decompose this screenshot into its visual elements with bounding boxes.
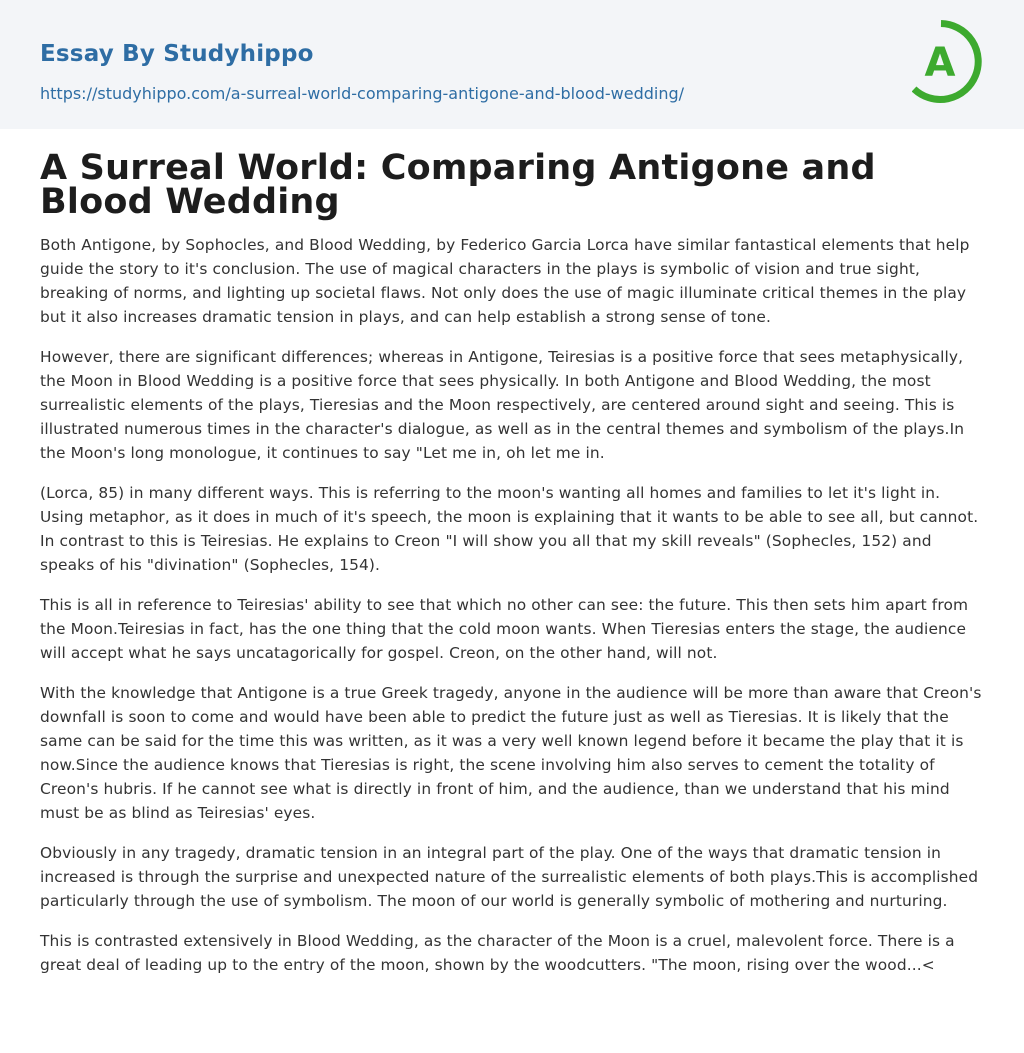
essay-paragraph: With the knowledge that Antigone is a true Greek tragedy, anyone in the audience will be more than aware that Creon's downfall is soon to come and would have been able to predict the future just as well as Tieresias. It is likely that the same can be said for the time this was written, as it was a very well known legend before it became the play that it is now.Since the audience knows that Tieresias is right, the scene involving him also serves to cement the totality of Creon's hubris. If he cannot see what is directly in front of him, and the audience, than we understand that his mind must be as blind as Teiresias' eyes.	[40, 684, 982, 822]
studyhippo-logo-icon[interactable]	[912, 19, 986, 105]
essay-content	[0, 129, 1024, 977]
site-brand[interactable]: Essay By Studyhippo	[40, 41, 314, 67]
essay-paragraph: Both Antigone, by Sophocles, and Blood Wedding, by Federico Garcia Lorca have similar fantastical elements that help guide the story to it's conclusion. The use of magical characters in the plays is symbolic of vision and true sight, breaking of norms, and lighting up societal flaws. Not only does the use of magic illuminate critical themes in the play but it also increases dramatic tension in plays, and can help establish a strong sense of tone.	[40, 236, 970, 326]
essay-paragraph: This is all in reference to Teiresias' ability to see that which no other can see: the future. This then sets him apart from the Moon.Teiresias in fact, has the one thing that the cold moon wants. When Tieresias enters the stage, the audience will accept what he says uncatagorically for gospel. Creon, on the other hand, will not.	[40, 596, 969, 662]
essay-paragraph: (Lorca, 85) in many different ways. This is referring to the moon's wanting all homes and families to let it's light in. Using metaphor, as it does in much of it's speech, the moon is explaining that it wants to be able to see all, but cannot. In contrast to this is Teiresias. He explains to Creon "I will show you all that my skill reveals" (Sophecles, 152) and speaks of his "divination" (Sophecles, 154).	[40, 484, 979, 574]
essay-title: A Surreal World: Comparing Antigone and Blood Wedding	[40, 148, 876, 222]
essay-paragraph: This is contrasted extensively in Blood Wedding, as the character of the Moon is a cruel, malevolent force. There is a great deal of leading up to the entry of the moon, shown by the woodcutters. "The moon, rising over the wood...<	[40, 932, 955, 974]
essay-paragraph: However, there are significant differences; whereas in Antigone, Teiresias is a positive force that sees metaphysically, the Moon in Blood Wedding is a positive force that sees physically. In both Antigone and Blood Wedding, the most surrealistic elements of the plays, Tieresias and the Moon respectively, are centered around sight and seeing. This is illustrated numerous times in the character's dialogue, as well as in the central themes and symbolism of the plays.In the Moon's long monologue, it continues to say "Let me in, oh let me in.	[40, 348, 965, 462]
essay-body	[40, 233, 984, 977]
essay-paragraph: Obviously in any tragedy, dramatic tension in an integral part of the play. One of the ways that dramatic tension in increased is through the surprise and unexpected nature of the surrealistic elements of both plays.This is accomplished particularly through the use of symbolism. The moon of our world is generally symbolic of mothering and nurturing.	[40, 844, 979, 910]
logo-letter: A	[924, 40, 956, 86]
site-header	[0, 0, 1024, 129]
essay-url-link[interactable]: https://studyhippo.com/a-surreal-world-comparing-antigone-and-blood-wedding/	[40, 84, 685, 103]
